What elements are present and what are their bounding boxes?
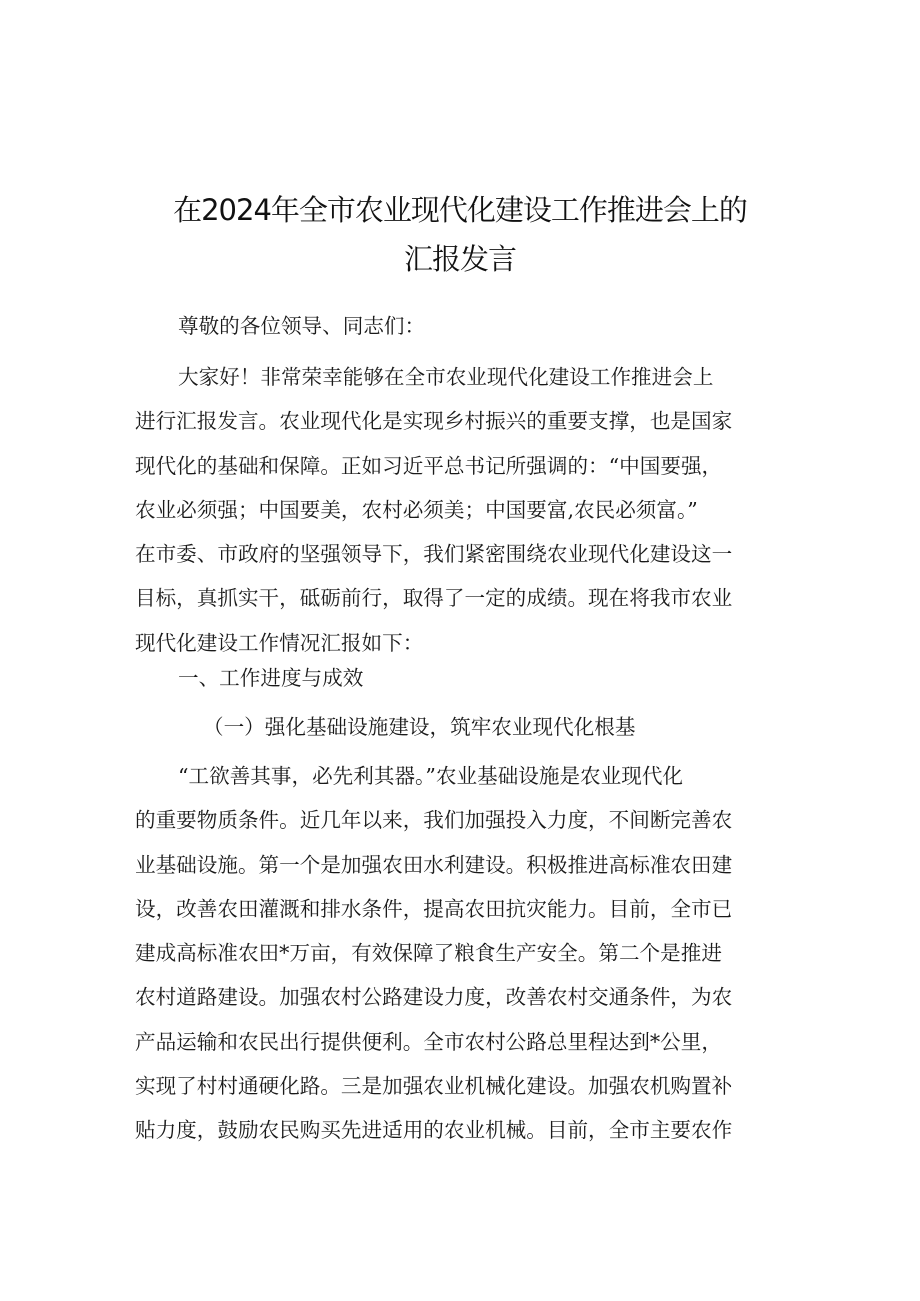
paragraph-line: 的重要物质条件。近几年以来，我们加强投入力度，不间断完善农 <box>135 808 733 833</box>
paragraph-line: 现代化的基础和保障。正如习近平总书记所强调的：“中国要强， <box>135 453 723 478</box>
paragraph-line: 实现了村村通硬化路。三是加强农业机械化建设。加强农机购置补 <box>135 1074 733 1099</box>
paragraph-line: 现代化建设工作情况汇报如下： <box>135 630 424 655</box>
body-paragraph <box>135 754 795 1153</box>
paragraph-line: 业基础设施。第一个是加强农田水利建设。积极推进高标准农田建 <box>135 852 733 877</box>
paragraph-line: 产品运输和农民出行提供便利。全市农村公路总里程达到*公里， <box>135 1029 722 1054</box>
paragraph-line: 贴力度，鼓励农民购买先进适用的农业机械。目前，全市主要农作 <box>135 1118 733 1143</box>
paragraph-line: 设，改善农田灌溉和排水条件，提高农田抗灾能力。目前，全市已 <box>135 896 733 921</box>
paragraph-line: 大家好！非常荣幸能够在全市农业现代化建设工作推进会上 <box>178 365 714 389</box>
paragraph-line: 农村道路建设。加强农村公路建设力度，改善农村交通条件，为农 <box>135 985 733 1010</box>
intro-paragraph <box>135 355 795 665</box>
paragraph-line: 目标，真抓实干，砥砺前行，取得了一定的成绩。现在将我市农业 <box>135 586 733 611</box>
document-title-line-2: 汇报发言 <box>403 242 516 276</box>
subsection-heading: （一）强化基础设施建设，筑牢农业现代化根基 <box>203 715 636 739</box>
paragraph-line: 建成高标准农田*万亩，有效保障了粮食生产安全。第二个是推进 <box>135 941 722 966</box>
document-title-line-1: 在2024年全市农业现代化建设工作推进会上的 <box>173 193 747 227</box>
section-heading: 一、工作进度与成效 <box>178 666 364 690</box>
greeting: 尊敬的各位领导、同志们： <box>178 314 426 338</box>
paragraph-line: 在市委、市政府的坚强领导下，我们紧密围绕农业现代化建设这一 <box>135 542 733 567</box>
paragraph-line: 农业必须强；中国要美，农村必须美；中国要富,农民必须富。” <box>135 497 698 522</box>
paragraph-line: “工欲善其事，必先利其器。”农业基础设施是农业现代化 <box>178 764 684 788</box>
paragraph-line: 进行汇报发言。农业现代化是实现乡村振兴的重要支撑，也是国家 <box>135 409 733 434</box>
